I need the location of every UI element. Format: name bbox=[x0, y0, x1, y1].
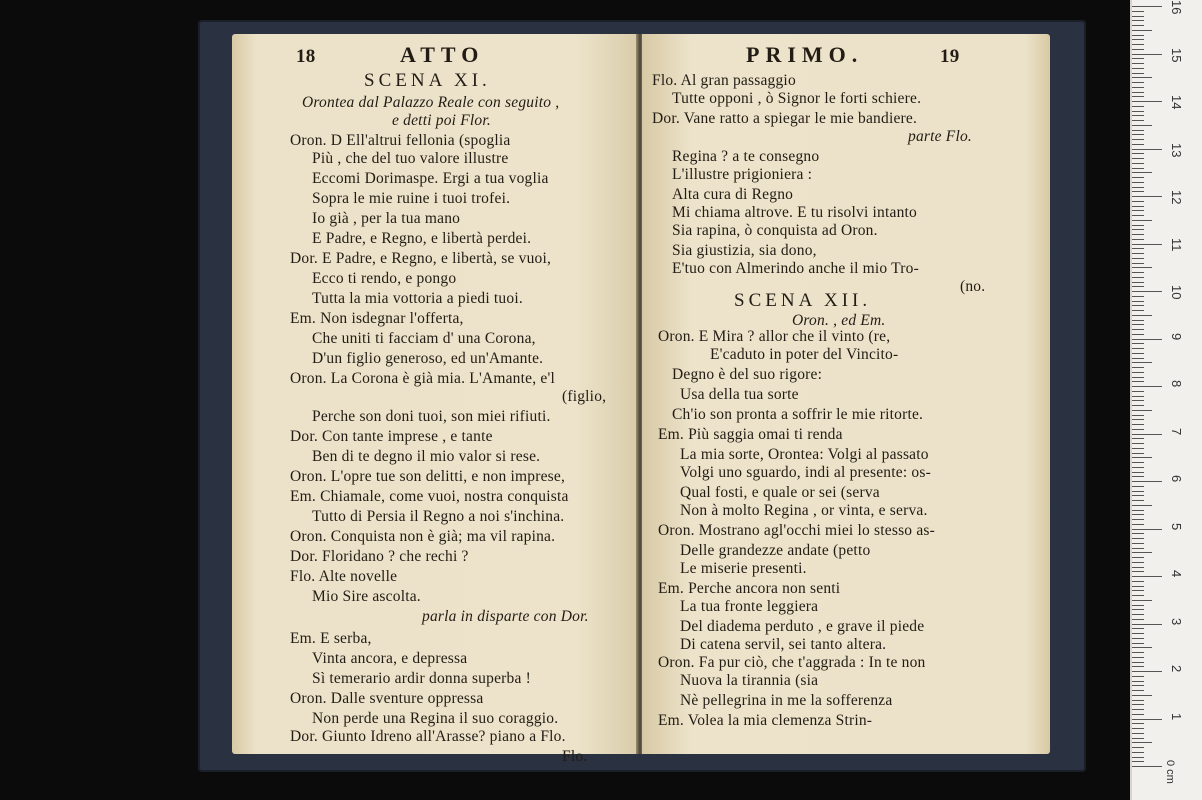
ruler-tick bbox=[1132, 529, 1162, 530]
ruler-tick bbox=[1132, 358, 1144, 359]
verse-line: Ch'io son pronta a soffrir le mie ritorte. bbox=[672, 406, 924, 423]
running-head-left: ATTO bbox=[400, 42, 485, 67]
verse-line: Più , che del tuo valore illustre bbox=[312, 150, 509, 167]
ruler-tick bbox=[1132, 500, 1144, 501]
ruler-tick bbox=[1132, 733, 1144, 734]
ruler-tick bbox=[1132, 391, 1144, 392]
ruler-tick bbox=[1132, 134, 1144, 135]
ruler-tick bbox=[1132, 158, 1144, 159]
ruler-tick bbox=[1132, 448, 1144, 449]
ruler-tick bbox=[1132, 182, 1144, 183]
ruler-tick bbox=[1132, 87, 1144, 88]
ruler-tick bbox=[1132, 609, 1144, 610]
verse-line: Flo. bbox=[562, 748, 588, 765]
verse-line: Del diadema perduto , e grave il piede bbox=[680, 618, 925, 635]
ruler-tick bbox=[1132, 258, 1144, 259]
ruler-tick bbox=[1132, 305, 1144, 306]
ruler-tick bbox=[1132, 58, 1144, 59]
running-head-right: PRIMO. bbox=[746, 42, 864, 67]
ruler-number: 11 bbox=[1169, 237, 1184, 251]
ruler-tick bbox=[1132, 381, 1144, 382]
ruler-tick bbox=[1132, 704, 1144, 705]
ruler-tick bbox=[1132, 605, 1144, 606]
ruler-tick bbox=[1132, 248, 1144, 249]
ruler-tick bbox=[1132, 681, 1144, 682]
ruler-tick bbox=[1132, 747, 1144, 748]
ruler-tick bbox=[1132, 334, 1144, 335]
ruler-number: 12 bbox=[1169, 190, 1184, 205]
ruler-tick bbox=[1132, 434, 1162, 435]
ruler-tick bbox=[1132, 695, 1152, 696]
ruler-tick bbox=[1132, 571, 1144, 572]
ruler-tick bbox=[1132, 510, 1144, 511]
verse-line: Dor. E Padre, e Regno, e libertà, se vuoi, bbox=[290, 250, 552, 267]
ruler-tick bbox=[1132, 343, 1144, 344]
verse-line: Sia giustizia, sia dono, bbox=[672, 242, 817, 259]
ruler-tick bbox=[1132, 714, 1144, 715]
ruler-tick bbox=[1132, 690, 1144, 691]
ruler-tick bbox=[1132, 752, 1144, 753]
ruler-tick bbox=[1132, 600, 1152, 601]
verse-line: (figlio, bbox=[562, 388, 607, 405]
verse-line: Vinta ancora, e depressa bbox=[312, 650, 468, 667]
ruler-tick bbox=[1132, 277, 1144, 278]
ruler-tick bbox=[1132, 301, 1144, 302]
ruler-tick bbox=[1132, 709, 1144, 710]
verse-line: Qual fosti, e quale or sei (serva bbox=[680, 484, 880, 501]
ruler-tick bbox=[1132, 619, 1144, 620]
ruler-tick bbox=[1132, 296, 1144, 297]
ruler-number: 9 bbox=[1169, 332, 1184, 340]
verse-line: Em. E serba, bbox=[290, 630, 372, 647]
ruler-tick bbox=[1132, 685, 1144, 686]
ruler-tick bbox=[1132, 63, 1144, 64]
verse-line: Oron. Conquista non è già; ma vil rapina. bbox=[290, 528, 556, 545]
ruler-tick bbox=[1132, 220, 1152, 221]
verse-line: Oron. L'opre tue son delitti, e non imprese, bbox=[290, 468, 566, 485]
ruler-tick bbox=[1132, 766, 1162, 767]
verse-line: Io già , per la tua mano bbox=[312, 210, 461, 227]
ruler-tick bbox=[1132, 82, 1144, 83]
verse-line: Em. Volea la mia clemenza Strin- bbox=[658, 712, 873, 729]
verse-line: Usa della tua sorte bbox=[680, 386, 799, 403]
ruler-tick bbox=[1132, 372, 1144, 373]
verse-line: Flo. Al gran passaggio bbox=[652, 72, 796, 89]
verse-line: Oron. La Corona è già mia. L'Amante, e'l bbox=[290, 370, 555, 387]
verse-line: Dor. Giunto Idreno all'Arasse? piano a Flo. bbox=[290, 728, 566, 745]
verse-line: Oron. Dalle sventure oppressa bbox=[290, 690, 484, 707]
ruler-tick bbox=[1132, 505, 1152, 506]
ruler-tick bbox=[1132, 253, 1144, 254]
ruler-tick bbox=[1132, 191, 1144, 192]
ruler-tick bbox=[1132, 291, 1162, 292]
ruler-tick bbox=[1132, 30, 1152, 31]
ruler-tick bbox=[1132, 476, 1144, 477]
verse-line: D'un figlio generoso, ed un'Amante. bbox=[312, 350, 544, 367]
ruler-tick bbox=[1132, 624, 1162, 625]
ruler-tick bbox=[1132, 429, 1144, 430]
verse-line: Oron. Fa pur ciò, che t'aggrada : In te non bbox=[658, 654, 926, 671]
left-page bbox=[232, 34, 638, 765]
ruler-tick bbox=[1132, 172, 1152, 173]
ruler-tick bbox=[1132, 567, 1144, 568]
ruler-tick bbox=[1132, 106, 1144, 107]
ruler-tick bbox=[1132, 443, 1144, 444]
verse-line: La mia sorte, Orontea: Volgi al passato bbox=[680, 446, 929, 463]
verse-line: Em. Non isdegnar l'offerta, bbox=[290, 310, 464, 327]
ruler-tick bbox=[1132, 339, 1162, 340]
ruler-unit-label: 0 cm bbox=[1164, 760, 1176, 784]
ruler-tick bbox=[1132, 272, 1144, 273]
verse-line: Ben di te degno il mio valor si rese. bbox=[312, 448, 541, 465]
ruler-tick bbox=[1132, 761, 1144, 762]
verse-line: Dor. Floridano ? che rechi ? bbox=[290, 548, 469, 565]
ruler-tick bbox=[1132, 576, 1162, 577]
ruler-tick bbox=[1132, 362, 1152, 363]
ruler-tick bbox=[1132, 514, 1144, 515]
verse-line: Dor. Vane ratto a spiegar le mie bandiere. bbox=[652, 110, 918, 127]
ruler-tick bbox=[1132, 267, 1152, 268]
ruler-tick bbox=[1132, 524, 1144, 525]
ruler-tick bbox=[1132, 16, 1144, 17]
verse-line: E'caduto in poter del Vincito- bbox=[710, 346, 899, 363]
ruler-tick bbox=[1132, 666, 1144, 667]
verse-line: Em. Chiamale, come vuoi, nostra conquista bbox=[290, 488, 569, 505]
ruler-tick bbox=[1132, 49, 1144, 50]
ruler-tick bbox=[1132, 595, 1144, 596]
ruler-tick bbox=[1132, 486, 1144, 487]
verse-line: Em. Perche ancora non senti bbox=[658, 580, 841, 597]
stage-direction: Orontea dal Palazzo Reale con seguito , bbox=[302, 94, 560, 111]
right-page bbox=[642, 34, 1050, 754]
ruler-tick bbox=[1132, 120, 1144, 121]
ruler-tick bbox=[1132, 662, 1144, 663]
ruler-tick bbox=[1132, 728, 1144, 729]
ruler-tick bbox=[1132, 400, 1144, 401]
ruler-tick bbox=[1132, 562, 1144, 563]
ruler-number: 10 bbox=[1169, 285, 1184, 300]
ruler-number: 6 bbox=[1169, 475, 1184, 483]
ruler-tick bbox=[1132, 590, 1144, 591]
verse-line: Perche son doni tuoi, son miei rifiuti. bbox=[312, 408, 551, 425]
ruler-tick bbox=[1132, 424, 1144, 425]
ruler-tick bbox=[1132, 614, 1144, 615]
ruler-tick bbox=[1132, 234, 1144, 235]
ruler-tick bbox=[1132, 206, 1144, 207]
ruler-tick bbox=[1132, 111, 1144, 112]
ruler-tick bbox=[1132, 472, 1144, 473]
verse-line: E'tuo con Almerindo anche il mio Tro- bbox=[672, 260, 919, 277]
ruler-tick bbox=[1132, 742, 1152, 743]
verse-line: Tutte opponi , ò Signor le forti schiere. bbox=[672, 90, 922, 107]
ruler-tick bbox=[1132, 633, 1144, 634]
ruler-tick bbox=[1132, 20, 1144, 21]
verse-line: parte Flo. bbox=[908, 128, 972, 145]
scene-title-right: SCENA XII. bbox=[734, 290, 872, 311]
stage-direction: Oron. , ed Em. bbox=[792, 312, 886, 329]
verse-line: Ecco ti rendo, e pongo bbox=[312, 270, 457, 287]
ruler-tick bbox=[1132, 438, 1144, 439]
ruler-tick bbox=[1132, 419, 1144, 420]
ruler-tick bbox=[1132, 533, 1144, 534]
ruler-tick bbox=[1132, 410, 1152, 411]
ruler-tick bbox=[1132, 396, 1144, 397]
ruler-tick bbox=[1132, 6, 1162, 7]
ruler-tick bbox=[1132, 657, 1144, 658]
ruler-tick bbox=[1132, 586, 1144, 587]
ruler-tick bbox=[1132, 101, 1162, 102]
ruler-tick bbox=[1132, 139, 1144, 140]
ruler-tick bbox=[1132, 324, 1144, 325]
ruler-tick bbox=[1132, 671, 1162, 672]
ruler-tick bbox=[1132, 481, 1162, 482]
page-number-right: 19 bbox=[940, 46, 960, 67]
verse-line: Non à molto Regina , or vinta, e serva. bbox=[680, 502, 928, 519]
ruler-tick bbox=[1132, 177, 1144, 178]
ruler-tick bbox=[1132, 11, 1144, 12]
ruler-tick bbox=[1132, 552, 1152, 553]
ruler-tick bbox=[1132, 77, 1152, 78]
ruler-number: 14 bbox=[1169, 95, 1184, 110]
ruler-tick bbox=[1132, 643, 1144, 644]
ruler-number: 4 bbox=[1169, 570, 1184, 578]
ruler-tick bbox=[1132, 628, 1144, 629]
verse-line: L'illustre prigioniera : bbox=[672, 166, 813, 183]
ruler-tick bbox=[1132, 168, 1144, 169]
verse-line: Dor. Con tante imprese , e tante bbox=[290, 428, 493, 445]
verse-line: Mi chiama altrove. E tu risolvi intanto bbox=[672, 204, 917, 221]
ruler-tick bbox=[1132, 25, 1144, 26]
verse-line: Sì temerario ardir donna superba ! bbox=[312, 670, 531, 687]
ruler-tick bbox=[1132, 462, 1144, 463]
ruler-tick bbox=[1132, 73, 1144, 74]
ruler-tick bbox=[1132, 286, 1144, 287]
ruler-tick bbox=[1132, 239, 1144, 240]
verse-line: Sia rapina, ò conquista ad Oron. bbox=[672, 222, 878, 239]
page-number-left: 18 bbox=[296, 46, 316, 67]
ruler-tick bbox=[1132, 115, 1144, 116]
verse-line: Regina ? a te consegno bbox=[672, 148, 820, 165]
ruler-tick bbox=[1132, 738, 1144, 739]
verse-line: Nè pellegrina in me la sofferenza bbox=[680, 692, 893, 709]
verse-line: Oron. Mostrano agl'occhi miei lo stesso as- bbox=[658, 522, 935, 539]
verse-line: parla in disparte con Dor. bbox=[422, 608, 589, 625]
ruler-tick bbox=[1132, 201, 1144, 202]
ruler-number: 16 bbox=[1169, 0, 1184, 15]
ruler-number: 5 bbox=[1169, 522, 1184, 530]
verse-line: Sopra le mie ruine i tuoi trofei. bbox=[312, 190, 511, 207]
ruler-number: 7 bbox=[1169, 427, 1184, 435]
ruler-tick bbox=[1132, 163, 1144, 164]
ruler-tick bbox=[1132, 557, 1144, 558]
verse-line: Nuova la tirannia (sia bbox=[680, 672, 819, 689]
ruler-tick bbox=[1132, 144, 1144, 145]
ruler-tick bbox=[1132, 652, 1144, 653]
ruler-tick bbox=[1132, 315, 1152, 316]
verse-line: Eccomi Dorimaspe. Ergi a tua voglia bbox=[312, 170, 549, 187]
ruler-tick bbox=[1132, 92, 1144, 93]
ruler-tick bbox=[1132, 757, 1144, 758]
ruler-tick bbox=[1132, 310, 1144, 311]
ruler-tick bbox=[1132, 225, 1144, 226]
ruler-tick bbox=[1132, 415, 1144, 416]
ruler-tick bbox=[1132, 244, 1162, 245]
ruler-tick bbox=[1132, 519, 1144, 520]
verse-line: Che uniti ti facciam d' una Corona, bbox=[312, 330, 536, 347]
verse-line: Degno è del suo rigore: bbox=[672, 366, 823, 383]
verse-line: Oron. D Ell'altrui fellonia (spoglia bbox=[290, 132, 511, 149]
ruler-tick bbox=[1132, 229, 1144, 230]
ruler-tick bbox=[1132, 353, 1144, 354]
verse-line: Di catena servil, sei tanto altera. bbox=[680, 636, 887, 653]
ruler-tick bbox=[1132, 125, 1152, 126]
verse-line: Tutto di Persia il Regno a noi s'inchina. bbox=[312, 508, 565, 525]
verse-line: Mio Sire ascolta. bbox=[312, 588, 421, 605]
ruler-tick bbox=[1132, 538, 1144, 539]
ruler-tick bbox=[1132, 491, 1144, 492]
ruler-tick bbox=[1132, 210, 1144, 211]
ruler-number: 2 bbox=[1169, 665, 1184, 673]
ruler-tick bbox=[1132, 196, 1162, 197]
ruler-tick bbox=[1132, 647, 1152, 648]
ruler-tick bbox=[1132, 282, 1144, 283]
verse-line: E Padre, e Regno, e libertà perdei. bbox=[312, 230, 532, 247]
ruler-tick bbox=[1132, 68, 1144, 69]
ruler-tick bbox=[1132, 543, 1144, 544]
verse-line: Volgi uno sguardo, indi al presente: os- bbox=[680, 464, 931, 481]
ruler-tick bbox=[1132, 96, 1144, 97]
ruler-tick bbox=[1132, 700, 1144, 701]
verse-line: Flo. Alte novelle bbox=[290, 568, 398, 585]
ruler-tick bbox=[1132, 35, 1144, 36]
scene-title-left: SCENA XI. bbox=[364, 70, 491, 91]
verse-line: (no. bbox=[960, 278, 986, 295]
ruler-tick bbox=[1132, 263, 1144, 264]
ruler-tick bbox=[1132, 723, 1144, 724]
verse-line: La tua fronte leggiera bbox=[680, 598, 819, 615]
ruler-tick bbox=[1132, 377, 1144, 378]
ruler-tick bbox=[1132, 405, 1144, 406]
ruler-tick bbox=[1132, 187, 1144, 188]
ruler-tick bbox=[1132, 453, 1144, 454]
ruler-tick bbox=[1132, 367, 1144, 368]
ruler-tick bbox=[1132, 548, 1144, 549]
ruler-tick bbox=[1132, 215, 1144, 216]
ruler-tick bbox=[1132, 638, 1144, 639]
ruler-number: 1 bbox=[1169, 712, 1184, 720]
ruler-tick bbox=[1132, 130, 1144, 131]
ruler-tick bbox=[1132, 386, 1162, 387]
measuring-ruler bbox=[1130, 0, 1202, 800]
verse-line: Delle grandezze andate (petto bbox=[680, 542, 871, 559]
ruler-tick bbox=[1132, 329, 1144, 330]
ruler-number: 15 bbox=[1169, 47, 1184, 62]
ruler-tick bbox=[1132, 719, 1162, 720]
ruler-tick bbox=[1132, 581, 1144, 582]
ruler-tick bbox=[1132, 149, 1162, 150]
ruler-tick bbox=[1132, 320, 1144, 321]
ruler-tick bbox=[1132, 495, 1144, 496]
ruler-tick bbox=[1132, 44, 1144, 45]
verse-line: Non perde una Regina il suo coraggio. bbox=[312, 710, 559, 727]
ruler-tick bbox=[1132, 39, 1144, 40]
ruler-number: 8 bbox=[1169, 380, 1184, 388]
ruler-tick bbox=[1132, 54, 1162, 55]
ruler-tick bbox=[1132, 676, 1144, 677]
ruler-tick bbox=[1132, 457, 1152, 458]
verse-line: Le miserie presenti. bbox=[680, 560, 807, 577]
verse-line: Oron. E Mira ? allor che il vinto (re, bbox=[658, 328, 891, 345]
ruler-number: 3 bbox=[1169, 617, 1184, 625]
ruler-tick bbox=[1132, 153, 1144, 154]
ruler-number: 13 bbox=[1169, 142, 1184, 157]
verse-line: Alta cura di Regno bbox=[672, 186, 794, 203]
ruler-tick bbox=[1132, 467, 1144, 468]
ruler-tick bbox=[1132, 348, 1144, 349]
verse-line: Em. Più saggia omai ti renda bbox=[658, 426, 843, 443]
stage-direction: e detti poi Flor. bbox=[392, 112, 491, 129]
verse-line: Tutta la mia vottoria a piedi tuoi. bbox=[312, 290, 523, 307]
